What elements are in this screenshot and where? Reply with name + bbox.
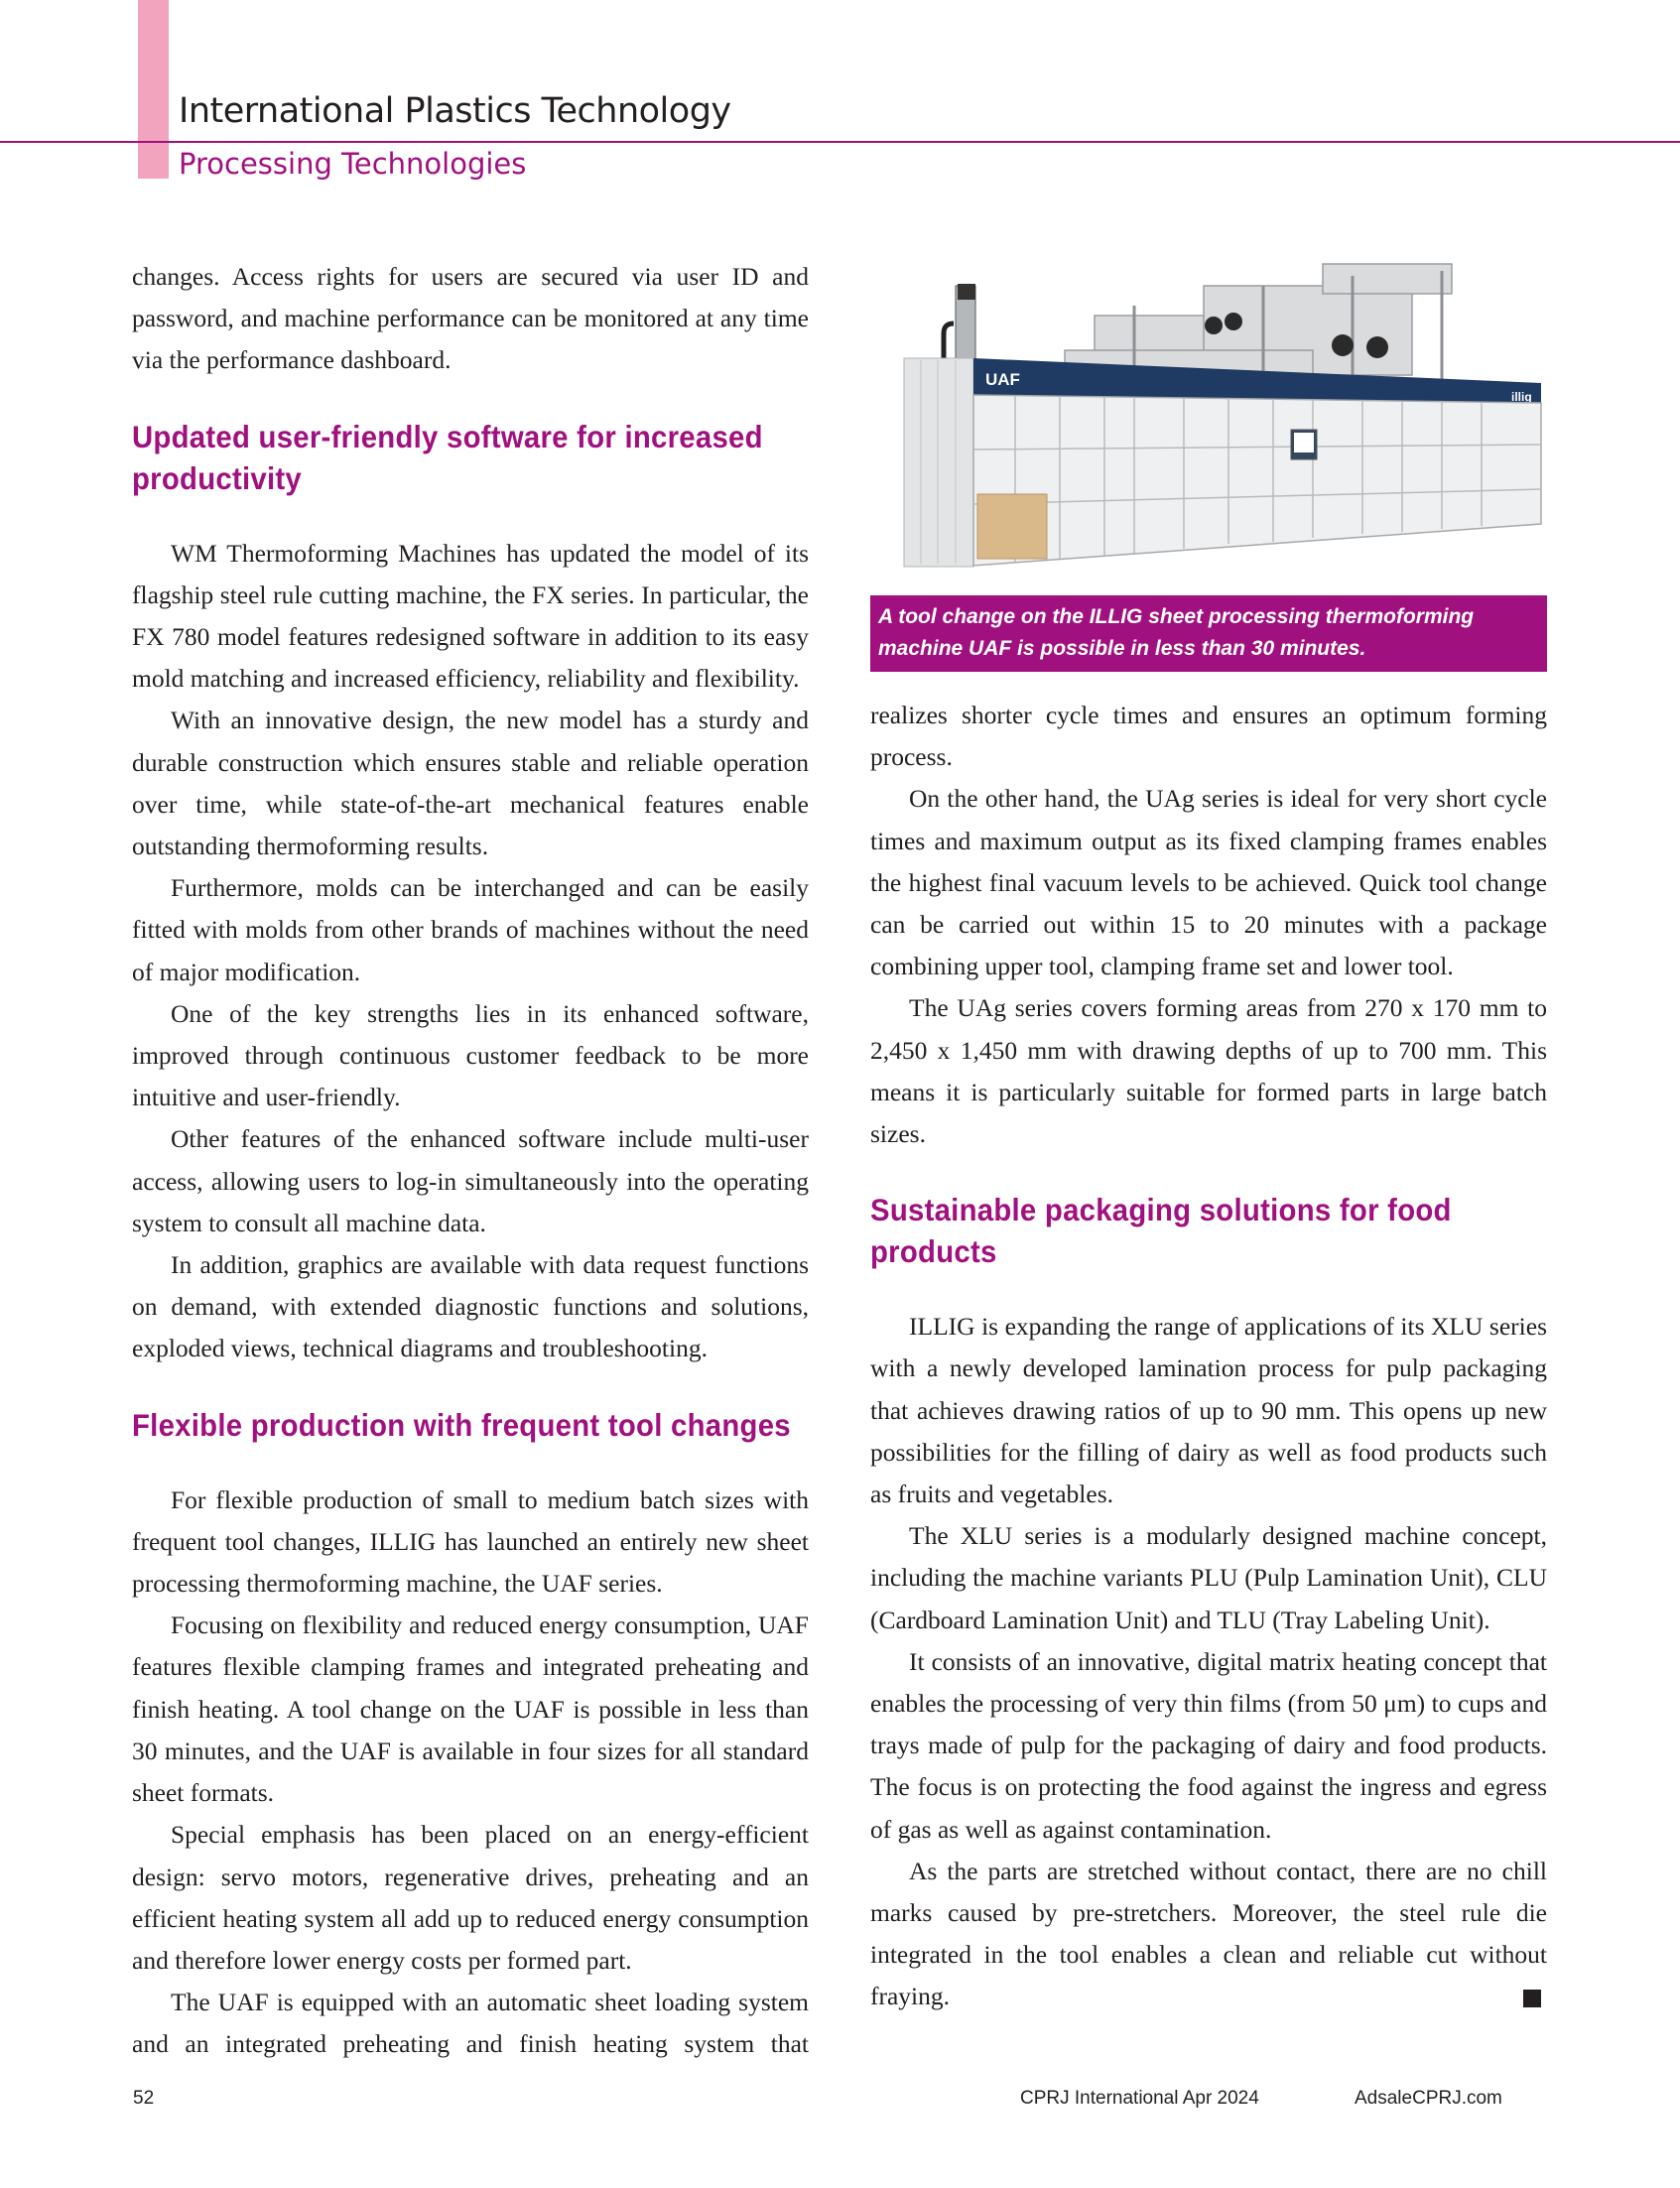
paragraph: With an innovative design, the new model has a sturdy and durable construction which ensures stable and reliable operation over time, while state-of-the-art mechanical features enable outstanding thermoforming results. <box>132 706 809 861</box>
end-of-article-mark <box>1523 1990 1541 2007</box>
issue-label: CPRJ International Apr 2024 <box>1020 2088 1259 2109</box>
paragraph: Furthermore, molds can be interchanged and can be easily fitted with molds from other brands of machines without the need of major modification. <box>132 873 809 986</box>
website-link[interactable]: AdsaleCPRJ.com <box>1355 2088 1502 2109</box>
paragraph: The UAF is equipped with an automatic sheet loading system and an integrated preheating and finish heating system that <box>132 1988 809 2059</box>
paragraph: One of the key strengths lies in its enhanced software, improved through continuous customer feedback to be more intuitive and user-friendly. <box>132 998 809 1112</box>
intro-paragraph: changes. Access rights for users are secured via user ID and password, and machine performance can be monitored at any time via the performance dashboard. <box>132 262 809 375</box>
right-column <box>870 695 1547 2018</box>
paragraph: For flexible production of small to medium batch sizes with frequent tool changes, ILLIG has launched an entirely new sheet processing thermoforming machine, the UAF series. <box>132 1484 809 1599</box>
final-paragraph-text: As the parts are stretched without contact, there are no chill marks caused by pre-stretchers. Moreover, the steel rule die integrated in the tool enables a clean and reliable cut without fraying. <box>870 1856 1547 2011</box>
paragraph: ILLIG is expanding the range of applications of its XLU series with a newly developed lamination process for pulp packaging that achieves drawing ratios of up to 90 mm. This opens up new possibilities for the filling of dairy as well as food products such as fruits and vegetables. <box>870 1312 1547 1509</box>
paragraph: WM Thermoforming Machines has updated the model of its flagship steel rule cutting machine, the FX series. In particular, the FX 780 model features redesigned software in addition to its easy mold matching and increased efficiency, reliability and flexibility. <box>132 538 809 694</box>
header-accent-bar <box>138 0 169 179</box>
paragraph: realizes shorter cycle times and ensures an optimum forming process. <box>870 701 1547 772</box>
thermoforming-machine-illustration <box>886 256 1546 576</box>
paragraph: The XLU series is a modularly designed machine concept, including the machine variants PLU (Pulp Lamination Unit), CLU (Cardboard Lamination Unit) and TLU (Tray Labeling Unit). <box>870 1521 1547 1634</box>
paragraph: The UAg series covers forming areas from 270 x 170 mm to 2,450 x 1,450 mm with drawing depths of up to 700 mm. This means it is particularly suitable for formed parts in large batch sizes. <box>870 993 1547 1149</box>
paragraph: It consists of an innovative, digital matrix heating concept that enables the processing of very thin films (from 50 μm) to cups and trays made of pulp for the packaging of dairy and food products. The focus is on protecting the food against the ingress and egress of gas as well as against contamination. <box>870 1646 1547 1844</box>
magazine-section-title: International Plastics Technology <box>179 91 731 131</box>
section-heading-sustainable-packaging: Sustainable packaging solutions for food products <box>870 1192 1452 1270</box>
uaf-label: UAF <box>985 370 1020 389</box>
paragraph: Focusing on flexibility and reduced energy consumption, UAF features flexible clamping frames and integrated preheating and finish heating. A tool change on the UAF is possible in less than 30 minutes, and the UAF is available in four sizes for all standard sheet formats. <box>132 1610 809 1808</box>
header-rule <box>0 141 1680 143</box>
paragraph: In addition, graphics are available with data request functions on demand, with extended diagnostic functions and solutions, exploded views, technical diagrams and troubleshooting. <box>132 1250 809 1363</box>
machine-photo <box>886 256 1546 576</box>
paragraph: On the other hand, the UAg series is ideal for very short cycle times and maximum output as its fixed clamping frames enables the highest final vacuum levels to be achieved. Quick tool change can be carried out within 15 to 20 minutes with a package combining upper tool, clamping frame set and lower tool. <box>870 784 1547 981</box>
section-heading-software: Updated user-friendly software for increased productivity <box>132 418 763 496</box>
paragraph: Other features of the enhanced software include multi-user access, allowing users to log-in simultaneously into the operating system to consult all machine data. <box>132 1124 809 1237</box>
left-column <box>132 256 809 2066</box>
illig-logo: illig <box>1511 390 1532 404</box>
section-heading-flexible-production: Flexible production with frequent tool changes <box>132 1406 791 1443</box>
page-number: 52 <box>133 2088 155 2109</box>
paragraph-final <box>870 1851 1547 2018</box>
figure-caption: A tool change on the ILLIG sheet processing thermoforming machine UAF is possible in less than 30 minutes. <box>870 595 1547 672</box>
paragraph: Special emphasis has been placed on an energy-efficient design: servo motors, regenerative drives, preheating and an efficient heating system all add up to reduced energy consumption and therefore lower energy costs per formed part. <box>132 1820 809 1975</box>
subsection-title: Processing Technologies <box>179 147 527 181</box>
